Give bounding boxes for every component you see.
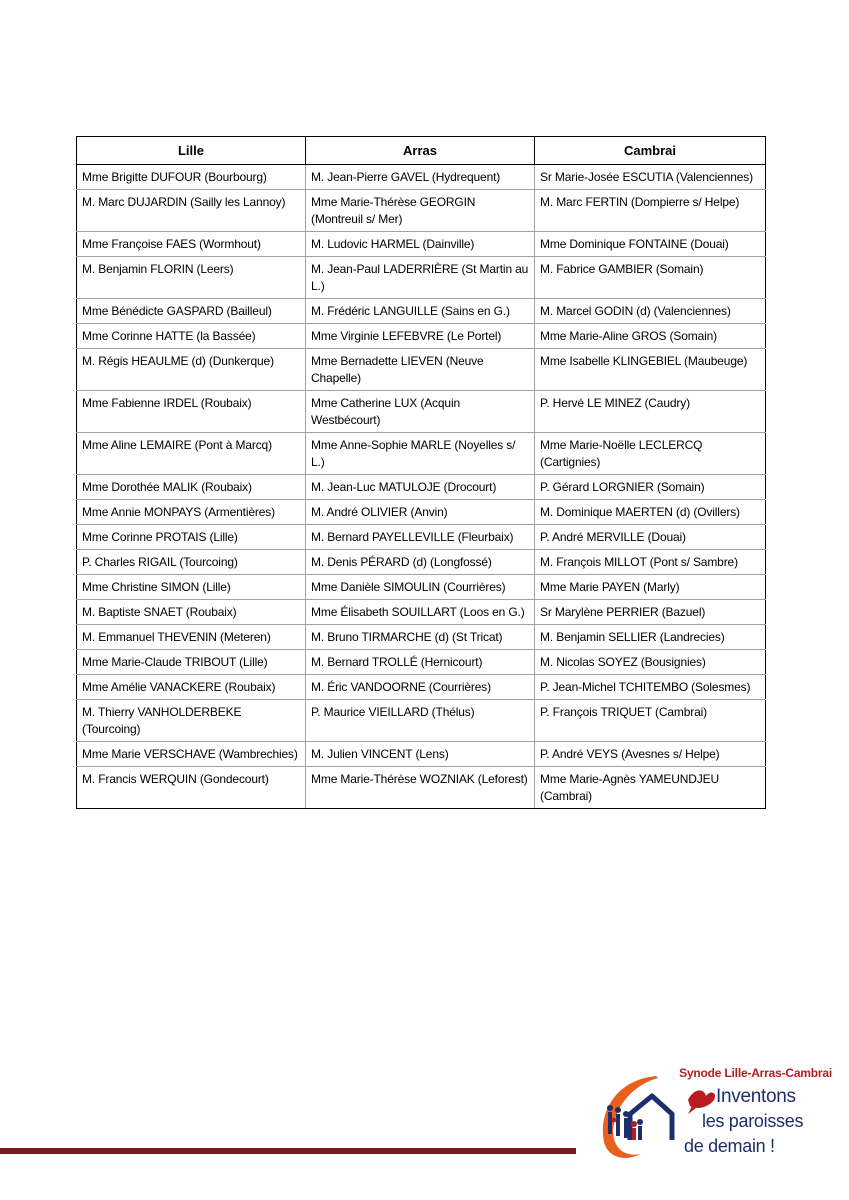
cell-arras: M. Bruno TIRMARCHE (d) (St Tricat): [306, 625, 535, 650]
cell-arras: M. Jean-Pierre GAVEL (Hydrequent): [306, 165, 535, 190]
cell-cambrai: P. François TRIQUET (Cambrai): [535, 700, 766, 742]
cell-arras: M. Bernard PAYELLEVILLE (Fleurbaix): [306, 525, 535, 550]
cell-lille: Mme Brigitte DUFOUR (Bourbourg): [77, 165, 306, 190]
cell-cambrai: M. Benjamin SELLIER (Landrecies): [535, 625, 766, 650]
cell-lille: Mme Annie MONPAYS (Armentières): [77, 500, 306, 525]
synod-logo: [596, 1062, 832, 1168]
cell-lille: M. Régis HEAULME (d) (Dunkerque): [77, 349, 306, 391]
logo-line-1: Inventons: [716, 1086, 796, 1107]
cell-lille: M. Thierry VANHOLDERBEKE (Tourcoing): [77, 700, 306, 742]
cell-cambrai: M. François MILLOT (Pont s/ Sambre): [535, 550, 766, 575]
cell-arras: Mme Catherine LUX (Acquin Westbécourt): [306, 391, 535, 433]
cell-arras: M. Julien VINCENT (Lens): [306, 742, 535, 767]
cell-cambrai: P. Gérard LORGNIER (Somain): [535, 475, 766, 500]
table-header-row: [77, 137, 766, 165]
cell-lille: Mme Corinne HATTE (la Bassée): [77, 324, 306, 349]
cell-lille: P. Charles RIGAIL (Tourcoing): [77, 550, 306, 575]
cell-arras: M. Ludovic HARMEL (Dainville): [306, 232, 535, 257]
cell-lille: M. Marc DUJARDIN (Sailly les Lannoy): [77, 190, 306, 232]
table-row: [77, 165, 766, 190]
cell-cambrai: Mme Marie-Agnès YAMEUNDJEU (Cambrai): [535, 767, 766, 809]
logo-line-3: de demain !: [684, 1136, 775, 1156]
table-row: [77, 625, 766, 650]
cell-lille: M. Emmanuel THEVENIN (Meteren): [77, 625, 306, 650]
cell-arras: M. Denis PÉRARD (d) (Longfossé): [306, 550, 535, 575]
table-row: [77, 600, 766, 625]
cell-arras: M. Jean-Luc MATULOJE (Drocourt): [306, 475, 535, 500]
cell-cambrai: P. Hervé LE MINEZ (Caudry): [535, 391, 766, 433]
cell-cambrai: Mme Marie-Aline GROS (Somain): [535, 324, 766, 349]
header-arras: Arras: [306, 137, 535, 165]
cell-arras: Mme Bernadette LIEVEN (Neuve Chapelle): [306, 349, 535, 391]
cell-arras: Mme Marie-Thérèse GEORGIN (Montreuil s/ Mer): [306, 190, 535, 232]
cell-arras: Mme Virginie LEFEBVRE (Le Portel): [306, 324, 535, 349]
cell-cambrai: P. André MERVILLE (Douai): [535, 525, 766, 550]
table-row: [77, 391, 766, 433]
header-cambrai: Cambrai: [535, 137, 766, 165]
cell-cambrai: Mme Marie-Noëlle LECLERCQ (Cartignies): [535, 433, 766, 475]
cell-lille: Mme Marie VERSCHAVE (Wambrechies): [77, 742, 306, 767]
table-row: [77, 349, 766, 391]
table-row: [77, 700, 766, 742]
cell-cambrai: Sr Marie-Josée ESCUTIA (Valenciennes): [535, 165, 766, 190]
cell-cambrai: Mme Isabelle KLINGEBIEL (Maubeuge): [535, 349, 766, 391]
cell-cambrai: Mme Marie PAYEN (Marly): [535, 575, 766, 600]
cell-arras: M. André OLIVIER (Anvin): [306, 500, 535, 525]
cell-arras: Mme Danièle SIMOULIN (Courrières): [306, 575, 535, 600]
header-lille: Lille: [77, 137, 306, 165]
table-row: [77, 525, 766, 550]
cell-arras: Mme Élisabeth SOUILLART (Loos en G.): [306, 600, 535, 625]
cell-cambrai: Sr Marylène PERRIER (Bazuel): [535, 600, 766, 625]
members-table: [76, 136, 766, 809]
table-row: [77, 299, 766, 324]
table-row: [77, 257, 766, 299]
cell-lille: M. Francis WERQUIN (Gondecourt): [77, 767, 306, 809]
cell-arras: Mme Anne-Sophie MARLE (Noyelles s/ L.): [306, 433, 535, 475]
table-row: [77, 675, 766, 700]
table-row: [77, 500, 766, 525]
table-body: [77, 165, 766, 809]
cell-lille: Mme Aline LEMAIRE (Pont à Marcq): [77, 433, 306, 475]
table-row: [77, 767, 766, 809]
table-row: [77, 433, 766, 475]
cell-cambrai: P. Jean-Michel TCHITEMBO (Solesmes): [535, 675, 766, 700]
table-row: [77, 575, 766, 600]
cell-lille: Mme Amélie VANACKERE (Roubaix): [77, 675, 306, 700]
cell-lille: Mme Bénédicte GASPARD (Bailleul): [77, 299, 306, 324]
cell-cambrai: M. Fabrice GAMBIER (Somain): [535, 257, 766, 299]
table-row: [77, 475, 766, 500]
cell-arras: Mme Marie-Thérèse WOZNIAK (Leforest): [306, 767, 535, 809]
footer-rule: [0, 1148, 576, 1154]
cell-arras: P. Maurice VIEILLARD (Thélus): [306, 700, 535, 742]
cell-cambrai: M. Nicolas SOYEZ (Bousignies): [535, 650, 766, 675]
table-row: [77, 190, 766, 232]
table-row: [77, 232, 766, 257]
cell-cambrai: M. Dominique MAERTEN (d) (Ovillers): [535, 500, 766, 525]
cell-lille: Mme Françoise FAES (Wormhout): [77, 232, 306, 257]
cell-lille: M. Baptiste SNAET (Roubaix): [77, 600, 306, 625]
cell-lille: Mme Christine SIMON (Lille): [77, 575, 306, 600]
cell-arras: M. Frédéric LANGUILLE (Sains en G.): [306, 299, 535, 324]
cell-lille: Mme Marie-Claude TRIBOUT (Lille): [77, 650, 306, 675]
table-row: [77, 550, 766, 575]
table-row: [77, 650, 766, 675]
cell-cambrai: M. Marcel GODIN (d) (Valenciennes): [535, 299, 766, 324]
cell-arras: M. Jean-Paul LADERRIÈRE (St Martin au L.): [306, 257, 535, 299]
cell-lille: M. Benjamin FLORIN (Leers): [77, 257, 306, 299]
cell-cambrai: P. André VEYS (Avesnes s/ Helpe): [535, 742, 766, 767]
cell-cambrai: M. Marc FERTIN (Dompierre s/ Helpe): [535, 190, 766, 232]
cell-arras: M. Bernard TROLLÉ (Hernicourt): [306, 650, 535, 675]
cell-lille: Mme Dorothée MALIK (Roubaix): [77, 475, 306, 500]
table-row: [77, 742, 766, 767]
logo-line-2: les paroisses: [702, 1111, 804, 1131]
logo-title: Synode Lille-Arras-Cambrai: [679, 1066, 832, 1080]
table-row: [77, 324, 766, 349]
cell-lille: Mme Fabienne IRDEL (Roubaix): [77, 391, 306, 433]
cell-lille: Mme Corinne PROTAIS (Lille): [77, 525, 306, 550]
cell-cambrai: Mme Dominique FONTAINE (Douai): [535, 232, 766, 257]
cell-arras: M. Éric VANDOORNE (Courrières): [306, 675, 535, 700]
